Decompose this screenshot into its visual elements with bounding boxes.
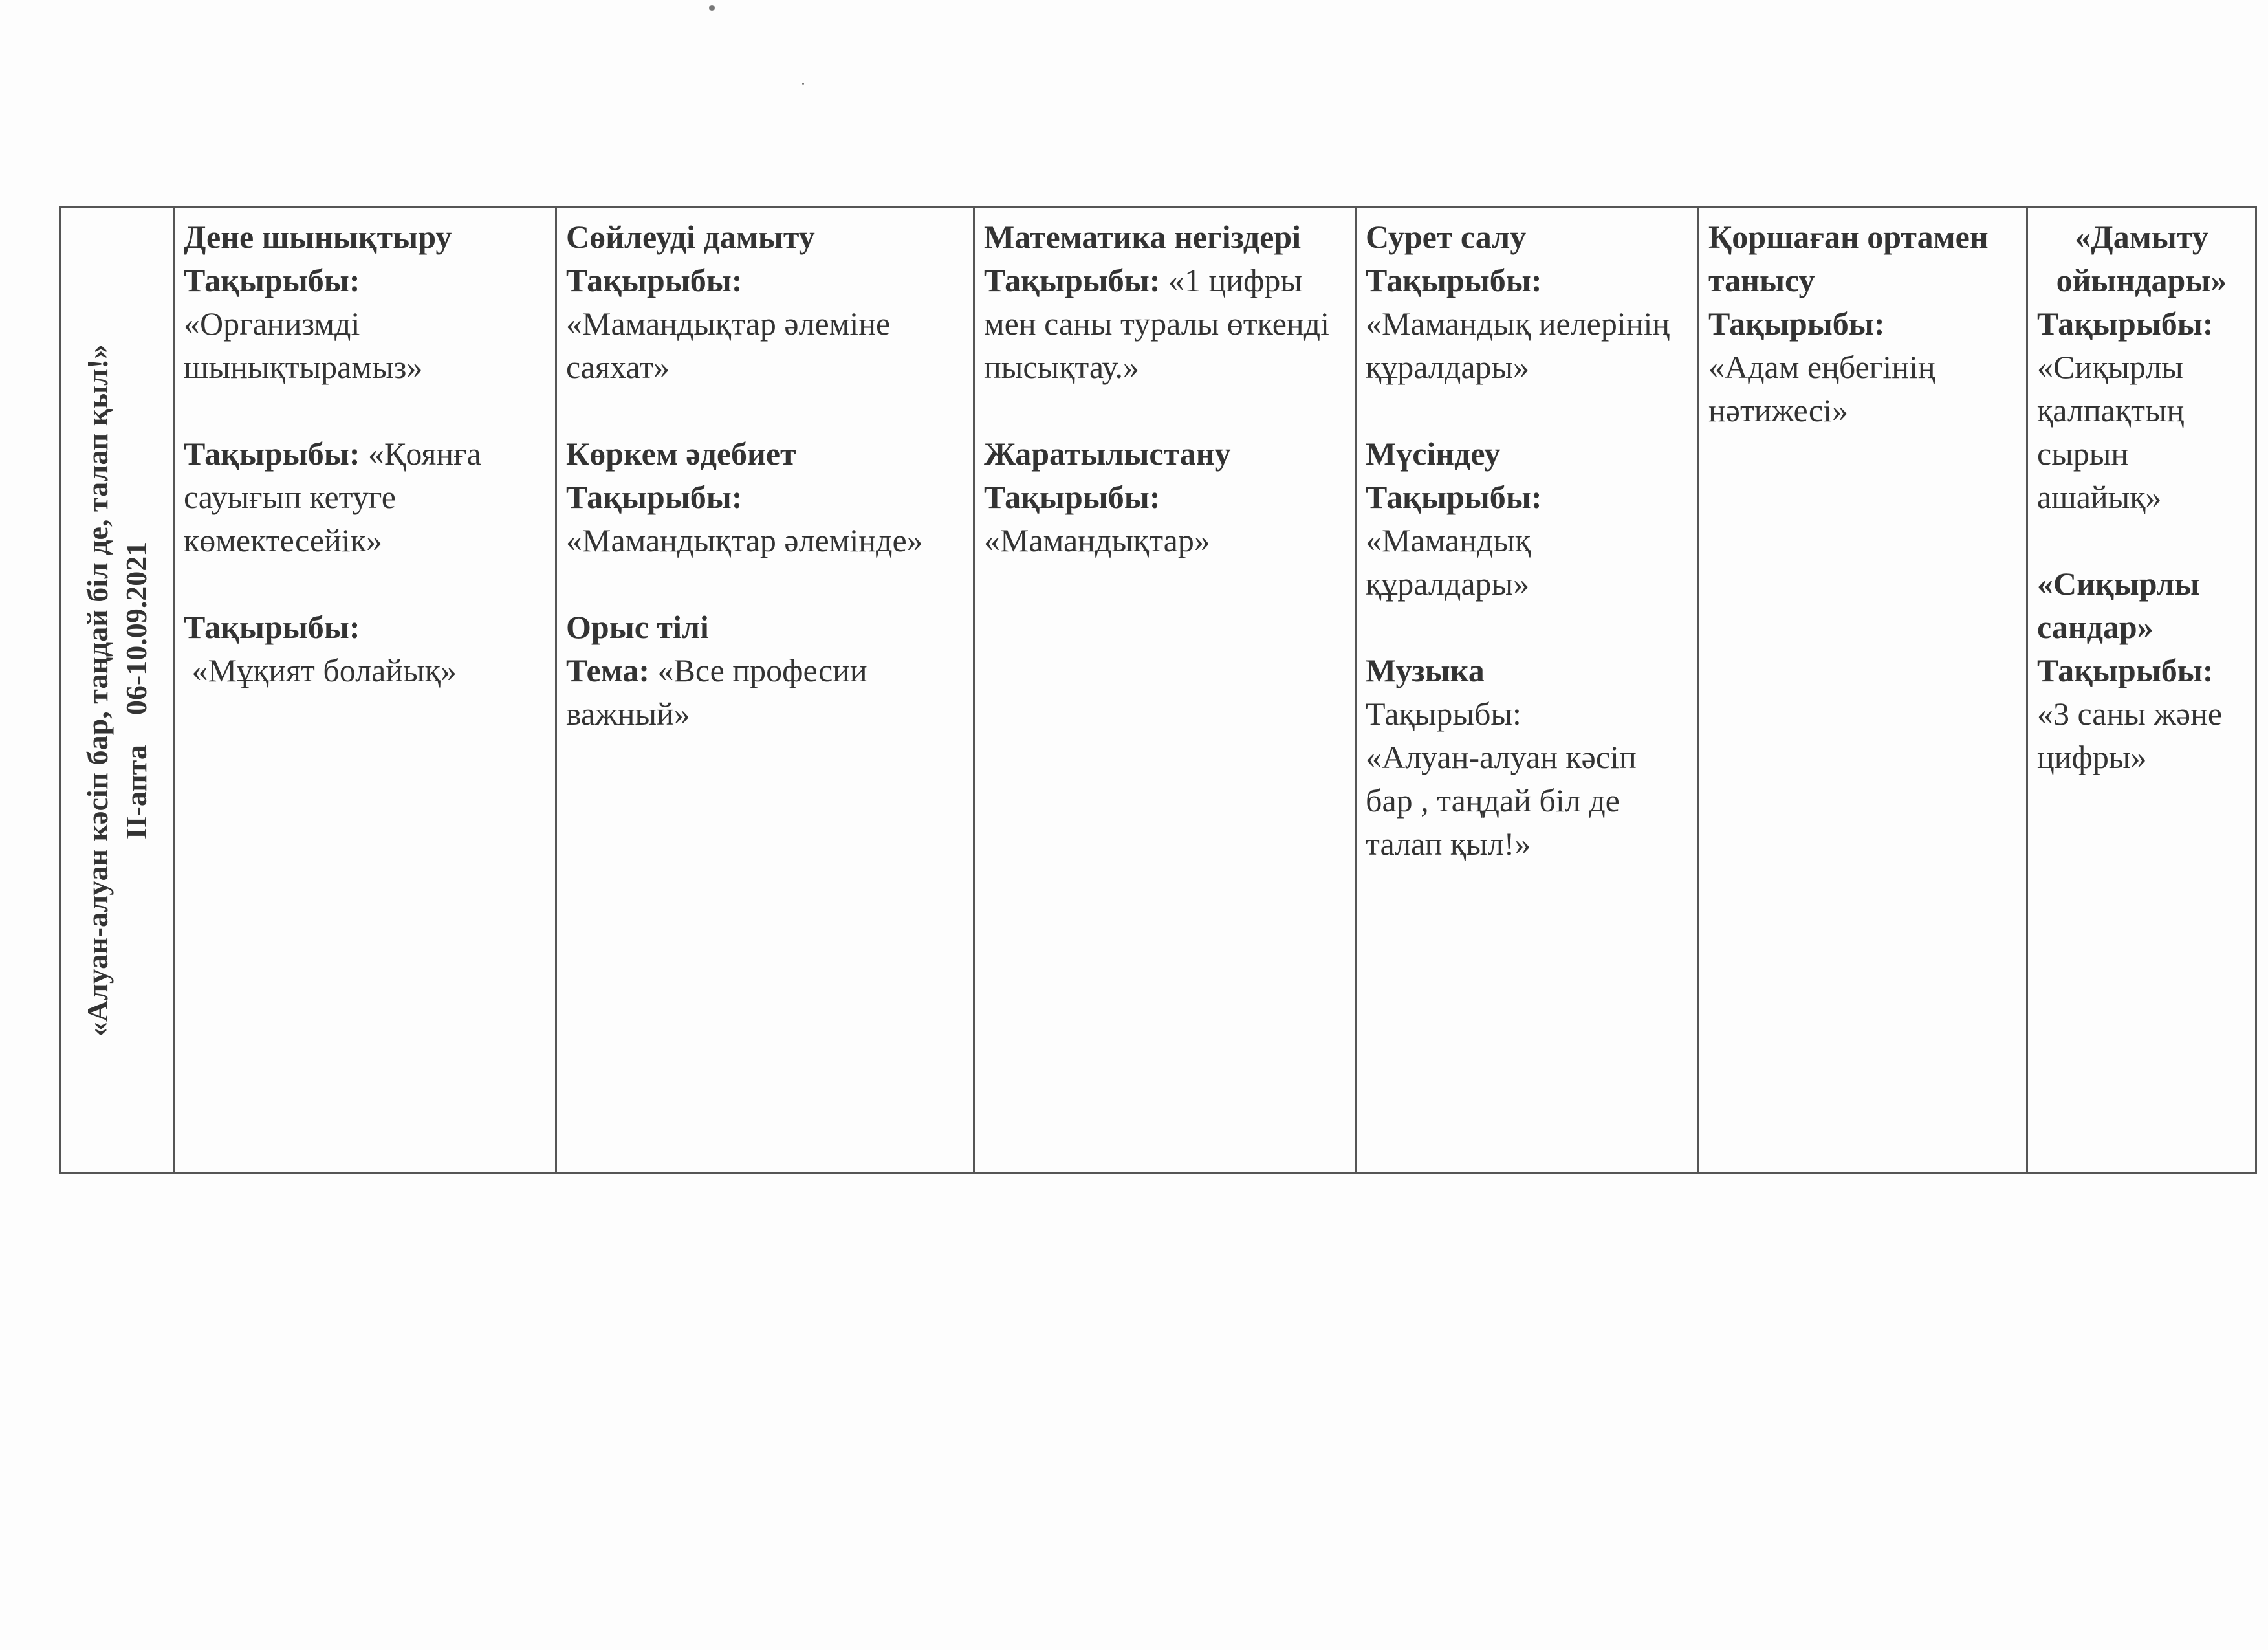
drawing-block	[1366, 215, 1688, 389]
topic-block-3	[184, 606, 546, 692]
table-row	[60, 207, 2256, 1174]
math-block	[984, 215, 1346, 389]
natural-science-block	[984, 432, 1346, 562]
topic-label: Тақырыбы:	[984, 479, 1161, 515]
week-theme-cell	[60, 207, 174, 1174]
topic-label: Тақырыбы:	[984, 262, 1161, 298]
speech-development-block	[566, 215, 964, 389]
topic-text: «Мамандықтар әлемінде»	[566, 522, 923, 558]
topic-text: «1 цифры мен саны туралы өткенді пысықтау.»	[984, 262, 1329, 385]
environment-block	[1708, 215, 2017, 432]
topic-text: «Организмді шынықтырамыз»	[184, 305, 423, 385]
topic-text: «Қоянға сауығып кетуге көмектесейік»	[184, 435, 481, 558]
topic-text: «Алуан-алуан кәсіп бар , таңдай біл де талап қыл!»	[1366, 739, 1637, 862]
magic-numbers-block	[2037, 562, 2246, 779]
subject-title: Жаратылыстану	[984, 435, 1231, 472]
subject-title: Орыс тілі	[566, 609, 709, 645]
topic-label: Тақырыбы:	[184, 262, 360, 298]
week-theme	[78, 218, 156, 1163]
music-block	[1366, 649, 1688, 866]
topic-label: Тақырыбы:	[2037, 305, 2214, 342]
topic-label: Тақырыбы:	[1366, 262, 1542, 298]
modeling-block	[1366, 432, 1688, 606]
week-theme-title: «Алуан-алуан кәсіп бар, таңдай біл де, талап қыл!»	[80, 344, 114, 1037]
topic-text: «Сиқырлы қалпақтың сырын ашайық»	[2037, 349, 2185, 515]
topic-label: Тақырыбы:	[1708, 305, 1885, 342]
subject-title: Мүсіндеу	[1366, 435, 1501, 472]
week-dates: ІІ-апта 06-10.09.2021	[119, 541, 153, 839]
topic-text: «Адам еңбегінің нәтижесі»	[1708, 349, 1935, 428]
topic-label: Тақырыбы:	[566, 479, 743, 515]
topic-block-2	[184, 432, 546, 562]
subject-title: Сөйлеуді дамыту	[566, 219, 815, 255]
subject-title: Математика негіздері	[984, 219, 1301, 255]
topic-text: «Мұқият болайық»	[184, 652, 457, 688]
topic-label: Тақырыбы:	[566, 262, 743, 298]
development-games-cell	[2027, 207, 2256, 1174]
subject-title: Көркем әдебиет	[566, 435, 796, 472]
art-cell	[1356, 207, 1699, 1174]
development-games-block	[2037, 215, 2246, 519]
russian-language-block	[566, 606, 964, 736]
physical-education-cell	[174, 207, 556, 1174]
topic-label: Тақырыбы:	[1366, 479, 1542, 515]
topic-text: «Все професии важный»	[566, 652, 867, 732]
literature-block	[566, 432, 964, 562]
environment-cell	[1699, 207, 2027, 1174]
subject-title: Дене шынықтыру	[184, 219, 452, 255]
topic-text: «Мамандықтар»	[984, 522, 1210, 558]
subject-title: Сурет салу	[1366, 219, 1527, 255]
speech-development-cell	[556, 207, 974, 1174]
subject-title: Музыка	[1366, 652, 1485, 688]
subject-title: Қоршаған ортамен танысу	[1708, 219, 1989, 298]
weekly-schedule-table	[59, 206, 2257, 1174]
topic-text: «Мамандық құралдары»	[1366, 522, 1531, 602]
topic-text: «Мамандық иелерінің құралдары»	[1366, 305, 1670, 385]
subject-title: «Сиқырлы сандар»	[2037, 566, 2200, 645]
math-cell	[974, 207, 1356, 1174]
topic-text: «3 саны және цифры»	[2037, 696, 2223, 775]
topic-label: Тақырыбы:	[1366, 696, 1521, 732]
physical-education-block	[184, 215, 546, 389]
topic-label: Тақырыбы:	[184, 435, 360, 472]
topic-label: Тақырыбы:	[2037, 652, 2214, 688]
topic-label: Тема:	[566, 652, 650, 688]
subject-title: «Дамыту ойындары»	[2056, 219, 2227, 298]
topic-label: Тақырыбы:	[184, 609, 360, 645]
topic-text: «Мамандықтар әлеміне саяхат»	[566, 305, 891, 385]
